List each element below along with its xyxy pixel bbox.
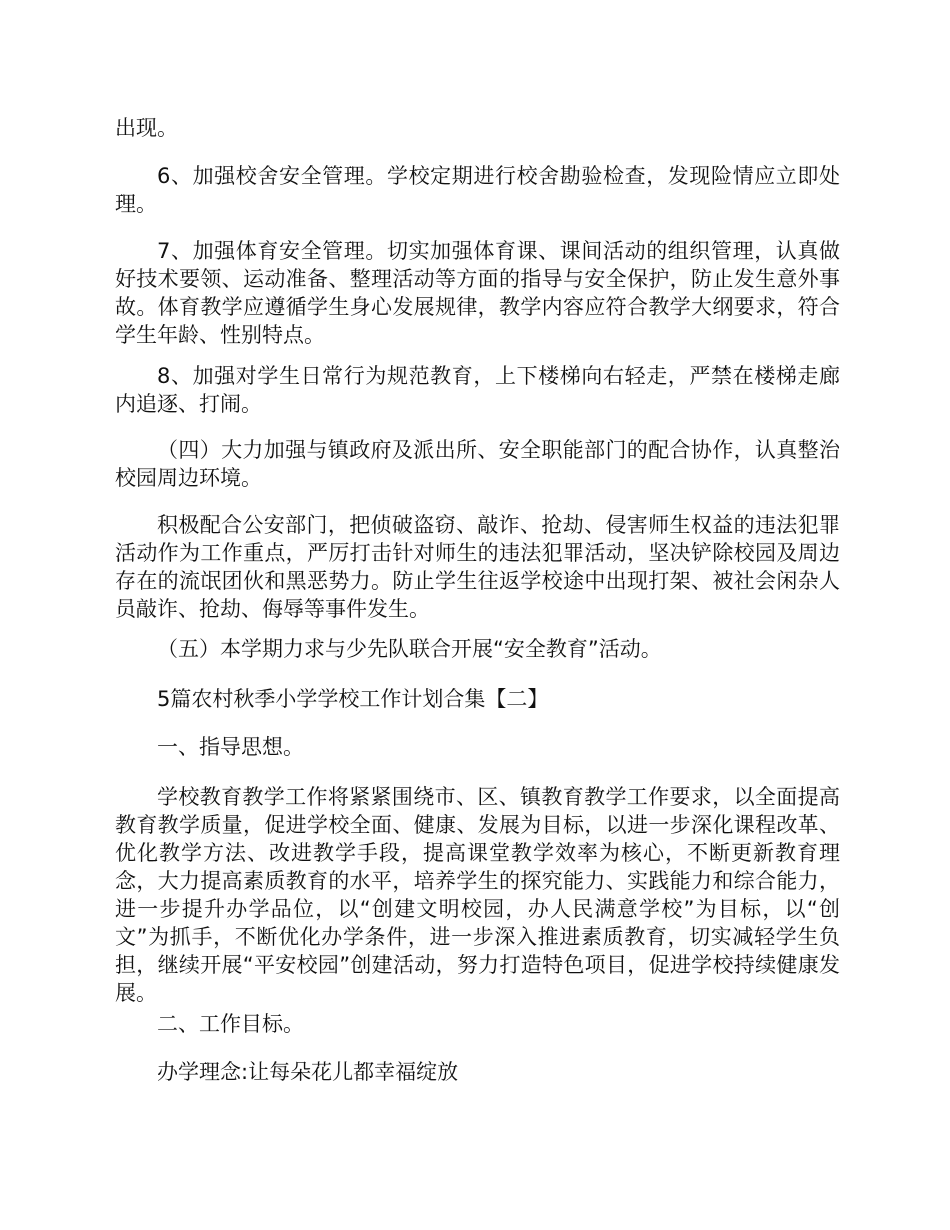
paragraph-section-5: （五）本学期力求与少先队联合开展“安全教育”活动。 — [157, 637, 662, 661]
school-philosophy: 办学理念:让每朵花儿都幸福绽放 — [157, 1060, 459, 1084]
paragraph-section-4: （四）大力加强与镇政府及派出所、安全职能部门的配合协作，认真整治校园周边环境。 — [115, 438, 840, 490]
section-heading: 5篇农村秋季小学学校工作计划合集【二】 — [157, 687, 549, 711]
paragraph-section-4-body: 积极配合公安部门，把侦破盗窃、敲诈、抢劫、侵害师生权益的违法犯罪活动作为工作重点，严厉打击针对师生的违法犯罪活动，坚决铲除校园及周边存在的流氓团伙和黑恶势力。防止学生往返学校途中出现打架、被社会闲杂人员敲诈、抢劫、侮辱等事件发生。 — [115, 513, 840, 621]
paragraph-continuation: 出现。 — [115, 116, 178, 140]
guiding-ideology-body: 学校教育教学工作将紧紧围绕市、区、镇教育教学工作要求，以全面提高教育教学质量，促进学校全面、健康、发展为目标，以进一步深化课程改革、优化教学方法、改进教学手段，提高课堂教学效率为核心，不断更新教育理念，大力提高素质教育的水平，培养学生的探究能力、实践能力和综合能力，进一步提升办学品位，以“创建文明校园，办人民满意学校”为目标，以“创文”为抓手，不断优化办学条件，进一步深入推进素质教育，切实减轻学生负担，继续开展“平安校园”创建活动，努力打造特色项目，促进学校持续健康发展。 — [115, 785, 840, 1005]
paragraph-item-8: 8、加强对学生日常行为规范教育，上下楼梯向右轻走，严禁在楼梯走廊内追逐、打闹。 — [115, 364, 840, 416]
paragraph-item-7: 7、加强体育安全管理。切实加强体育课、课间活动的组织管理，认真做好技术要领、运动准备、整理活动等方面的指导与安全保护，防止发生意外事故。体育教学应遵循学生身心发展规律，教学内容应符合教学大纲要求，符合学生年龄、性别特点。 — [115, 239, 840, 347]
paragraph-item-6: 6、加强校舍安全管理。学校定期进行校舍勘验检查，发现险情应立即处理。 — [115, 164, 840, 216]
work-goals-heading: 二、工作目标。 — [157, 1012, 304, 1036]
guiding-ideology-heading: 一、指导思想。 — [157, 735, 304, 759]
